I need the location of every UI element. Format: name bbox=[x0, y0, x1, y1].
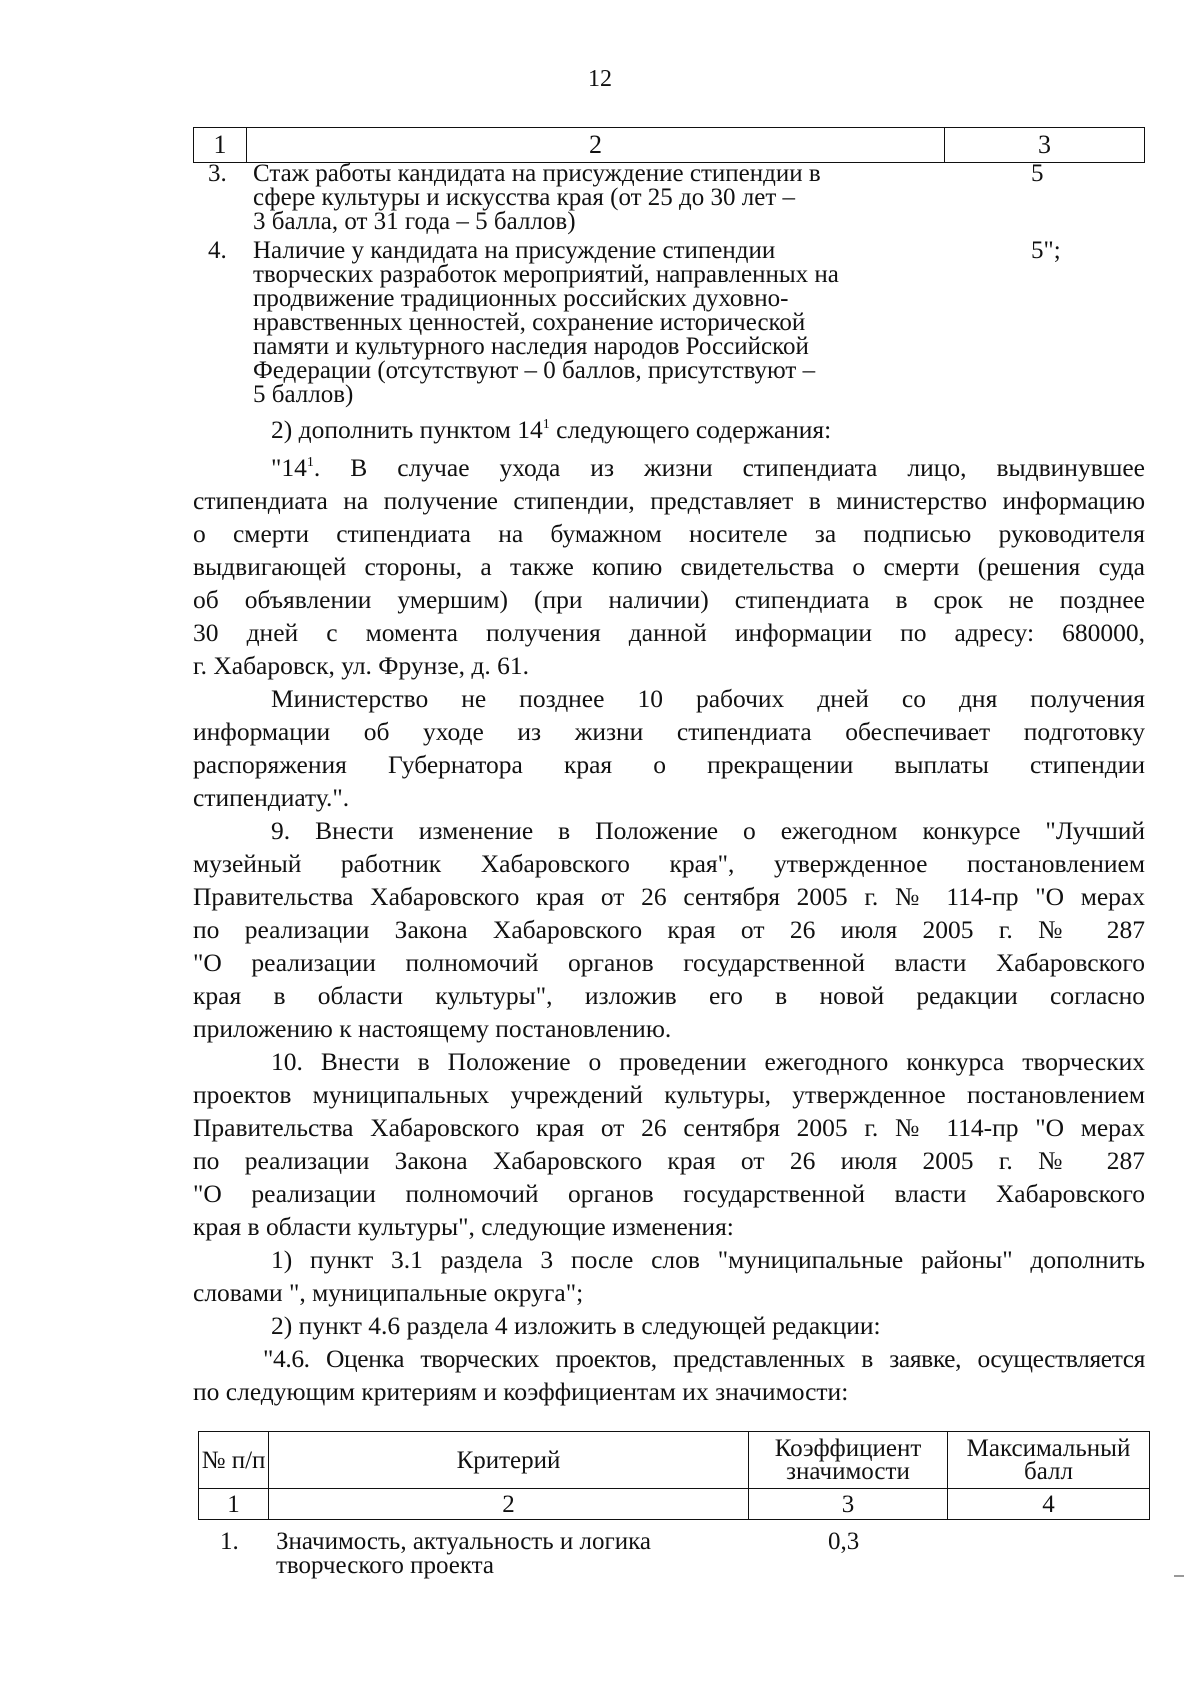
row-score: 5 bbox=[1031, 160, 1044, 187]
text-line: "О реализации полномочий органов государственной власти Хабаровского bbox=[193, 948, 1145, 977]
text-line: по следующим критериям и коэффициентам их значимости: bbox=[193, 1377, 849, 1406]
row-number: 4. bbox=[208, 237, 227, 264]
row-line: памяти и культурного наследия народов Российской bbox=[253, 333, 809, 360]
text-line: об объявлении умершим) (при наличии) стипендиата в срок не позднее bbox=[193, 585, 1145, 614]
header-criterion: Критерий bbox=[269, 1432, 749, 1488]
row-text bbox=[253, 239, 893, 407]
text-line: о смерти стипендиата на бумажном носителе за подписью руководителя bbox=[193, 519, 1145, 548]
superscript: 1 bbox=[542, 417, 550, 432]
paragraph-subitem-1: 1) пункт 3.1 раздела 3 после слов "муниципальные районы" дополнить bbox=[271, 1245, 1145, 1274]
row-line: творческих разработок мероприятий, направленных на bbox=[253, 261, 839, 288]
text-line: стипендиату.". bbox=[193, 783, 350, 812]
row-line: Стаж работы кандидата на присуждение стипендии в bbox=[253, 160, 821, 187]
text-line: края в области культуры", следующие изменения: bbox=[193, 1212, 734, 1241]
header-coefficient: Коэффициент значимости bbox=[749, 1432, 948, 1488]
paragraph-add-point bbox=[193, 408, 1145, 446]
row-line: Наличие у кандидата на присуждение стипендии bbox=[253, 237, 776, 264]
paragraph-item-10: 10. Внести в Положение о проведении ежегодного конкурса творческих bbox=[271, 1047, 1145, 1076]
text-line: 30 дней с момента получения данной информации по адресу: 680000, bbox=[193, 618, 1145, 647]
row-line: Федерации (отсутствуют – 0 баллов, присутствуют – bbox=[253, 357, 816, 384]
header-max-score: Максимальный балл bbox=[966, 1435, 1131, 1485]
row-number: 1. bbox=[220, 1528, 239, 1555]
text-run: . В случае ухода из жизни стипендиата лицо, выдвинувшее bbox=[313, 453, 1145, 482]
criteria-table-header bbox=[199, 1432, 1149, 1489]
page-number: 12 bbox=[588, 66, 612, 92]
row-line: продвижение традиционных российских духовно- bbox=[253, 285, 789, 312]
row-line: нравственных ценностей, сохранение исторической bbox=[253, 309, 806, 336]
superscript: 1 bbox=[306, 455, 314, 470]
text-line: выдвигающей стороны, а также копию свидетельства о смерти (решения суда bbox=[193, 552, 1145, 581]
paragraph-point-14-1 bbox=[193, 446, 1145, 484]
text-line: края в области культуры", изложив его в новой редакции согласно bbox=[193, 981, 1145, 1010]
scan-mark bbox=[1174, 1575, 1184, 1577]
text-line: г. Хабаровск, ул. Фрунзе, д. 61. bbox=[193, 651, 530, 680]
text-line: приложению к настоящему постановлению. bbox=[193, 1014, 672, 1043]
row-line: Значимость, актуальность и логика bbox=[276, 1528, 651, 1555]
column-number: 2 bbox=[269, 1489, 749, 1519]
top-table-col-1: 1 bbox=[194, 128, 247, 162]
text-line: по реализации Закона Хабаровского края от 26 июля 2005 г. № 287 bbox=[193, 915, 1145, 944]
text-line: распоряжения Губернатора края о прекращении выплаты стипендии bbox=[193, 750, 1145, 779]
row-line: 3 балла, от 31 года – 5 баллов) bbox=[253, 208, 576, 235]
row-score: 5"; bbox=[1031, 237, 1061, 264]
text-line: "О реализации полномочий органов государственной власти Хабаровского bbox=[193, 1179, 1145, 1208]
text-run: "14 bbox=[271, 453, 307, 482]
text-line: Правительства Хабаровского края от 26 сентября 2005 г. № 114-пр "О мерах bbox=[193, 1113, 1145, 1142]
text-line: проектов муниципальных учреждений культуры, утвержденное постановлением bbox=[193, 1080, 1145, 1109]
paragraph-item-9: 9. Внести изменение в Положение о ежегодном конкурсе "Лучший bbox=[271, 816, 1145, 845]
row-text bbox=[253, 162, 893, 234]
row-number: 3. bbox=[208, 160, 227, 187]
text-run: 2) дополнить пунктом 14 bbox=[271, 415, 543, 444]
row-line: 5 баллов) bbox=[253, 381, 354, 408]
text-line: информации об уходе из жизни стипендиата обеспечивает подготовку bbox=[193, 717, 1145, 746]
top-table-header bbox=[193, 127, 1145, 163]
top-table-col-3: 3 bbox=[1038, 130, 1051, 159]
column-number: 1 bbox=[199, 1489, 269, 1519]
text-line: Правительства Хабаровского края от 26 сентября 2005 г. № 114-пр "О мерах bbox=[193, 882, 1145, 911]
text-line: музейный работник Хабаровского края", утвержденное постановлением bbox=[193, 849, 1145, 878]
column-number: 4 bbox=[1042, 1490, 1055, 1518]
row-line: творческого проекта bbox=[276, 1552, 495, 1579]
criteria-table bbox=[198, 1431, 1150, 1520]
row-text bbox=[276, 1530, 756, 1578]
column-number: 3 bbox=[749, 1489, 948, 1519]
paragraph-subitem-2: 2) пункт 4.6 раздела 4 изложить в следующей редакции: bbox=[271, 1311, 881, 1340]
paragraph-ministry: Министерство не позднее 10 рабочих дней со дня получения bbox=[271, 684, 1145, 713]
text-run: следующего содержания: bbox=[549, 415, 832, 444]
text-line: словами ", муниципальные округа"; bbox=[193, 1278, 584, 1307]
row-line: сфере культуры и искусства края (от 25 до 30 лет – bbox=[253, 184, 796, 211]
paragraph-point-4-6: "4.6. Оценка творческих проектов, представленных в заявке, осуществляется bbox=[263, 1344, 1145, 1373]
text-line: стипендиата на получение стипендии, представляет в министерство информацию bbox=[193, 486, 1145, 515]
header-number: № п/п bbox=[199, 1432, 269, 1488]
text-line: по реализации Закона Хабаровского края от 26 июля 2005 г. № 287 bbox=[193, 1146, 1145, 1175]
criteria-table-numbering bbox=[199, 1489, 1149, 1519]
body-text bbox=[193, 408, 1145, 1408]
row-coefficient: 0,3 bbox=[828, 1528, 860, 1555]
top-table-col-2: 2 bbox=[247, 128, 945, 162]
